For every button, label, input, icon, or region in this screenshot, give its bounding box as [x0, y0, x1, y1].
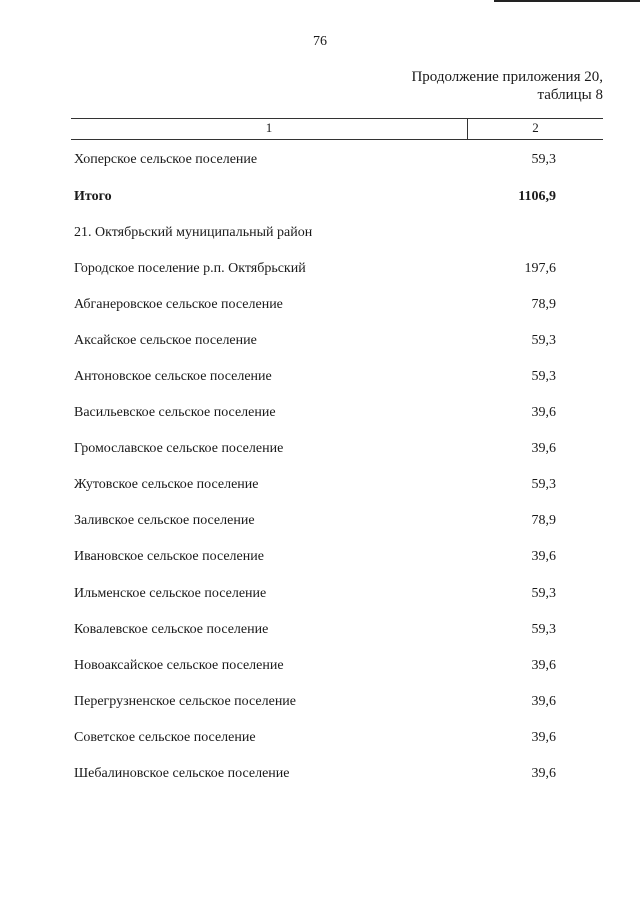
table-row [74, 441, 556, 461]
settlement-value: 39,6 [531, 730, 556, 745]
table-row [74, 549, 556, 569]
settlement-name: Аксайское сельское поселение [74, 333, 257, 348]
settlement-value: 78,9 [531, 297, 556, 312]
top-edge-rule [494, 0, 640, 2]
settlement-name: Антоновское сельское поселение [74, 369, 272, 384]
table-row [74, 730, 556, 750]
table-row [74, 694, 556, 714]
settlement-value: 59,3 [531, 477, 556, 492]
continuation-line-1: Продолжение приложения 20, [411, 69, 603, 85]
continuation-caption [411, 68, 603, 104]
settlement-name: Шебалиновское сельское поселение [74, 766, 290, 781]
table-row [74, 333, 556, 353]
table-header-bottom-line [71, 139, 603, 140]
table-row [74, 622, 556, 642]
total-label: Итого [74, 189, 112, 204]
table-header [71, 118, 603, 140]
settlement-value: 197,6 [524, 261, 556, 276]
continuation-line-2: таблицы 8 [537, 87, 603, 103]
settlement-value: 39,6 [531, 405, 556, 420]
table-row [74, 297, 556, 317]
total-value: 1106,9 [518, 189, 556, 204]
settlement-name: Ивановское сельское поселение [74, 549, 264, 564]
district-heading-row [74, 225, 556, 245]
settlement-value: 59,3 [531, 369, 556, 384]
settlement-name: Хоперское сельское поселение [74, 152, 258, 167]
settlement-name: Новоаксайское сельское поселение [74, 658, 284, 673]
settlement-value: 59,3 [531, 333, 556, 348]
settlement-value: 78,9 [531, 513, 556, 528]
settlement-value: 39,6 [531, 549, 556, 564]
column-header-1: 1 [265, 120, 273, 135]
settlement-value: 59,3 [531, 586, 556, 601]
settlement-value: 39,6 [531, 766, 556, 781]
table-row [74, 261, 556, 281]
settlement-value: 59,3 [531, 622, 556, 637]
settlement-value: 39,6 [531, 658, 556, 673]
settlement-name: Васильевское сельское поселение [74, 405, 276, 420]
total-row [74, 189, 556, 209]
table-row [74, 405, 556, 425]
district-heading: 21. Октябрьский муниципальный район [74, 225, 313, 240]
settlement-name: Перегрузненское сельское поселение [74, 694, 297, 709]
table-row [74, 369, 556, 389]
settlement-value: 39,6 [531, 441, 556, 456]
settlement-name: Абганеровское сельское поселение [74, 297, 283, 312]
table-row [74, 152, 556, 172]
table-row [74, 766, 556, 786]
column-header-2: 2 [532, 120, 539, 135]
settlement-name: Советское сельское поселение [74, 730, 256, 745]
table-row [74, 586, 556, 606]
settlement-value: 59,3 [531, 152, 556, 167]
settlement-name: Громославское сельское поселение [74, 441, 284, 456]
table-row [74, 477, 556, 497]
table-header-top-line [71, 118, 603, 119]
settlement-name: Заливское сельское поселение [74, 513, 255, 528]
settlement-name: Жутовское сельское поселение [74, 477, 259, 492]
settlement-name: Городское поселение р.п. Октябрьский [74, 261, 306, 276]
settlement-name: Ковалевское сельское поселение [74, 622, 269, 637]
settlement-value: 39,6 [531, 694, 556, 709]
table-row [74, 658, 556, 678]
settlement-name: Ильменское сельское поселение [74, 586, 267, 601]
page-number: 76 [313, 34, 327, 49]
table-row [74, 513, 556, 533]
